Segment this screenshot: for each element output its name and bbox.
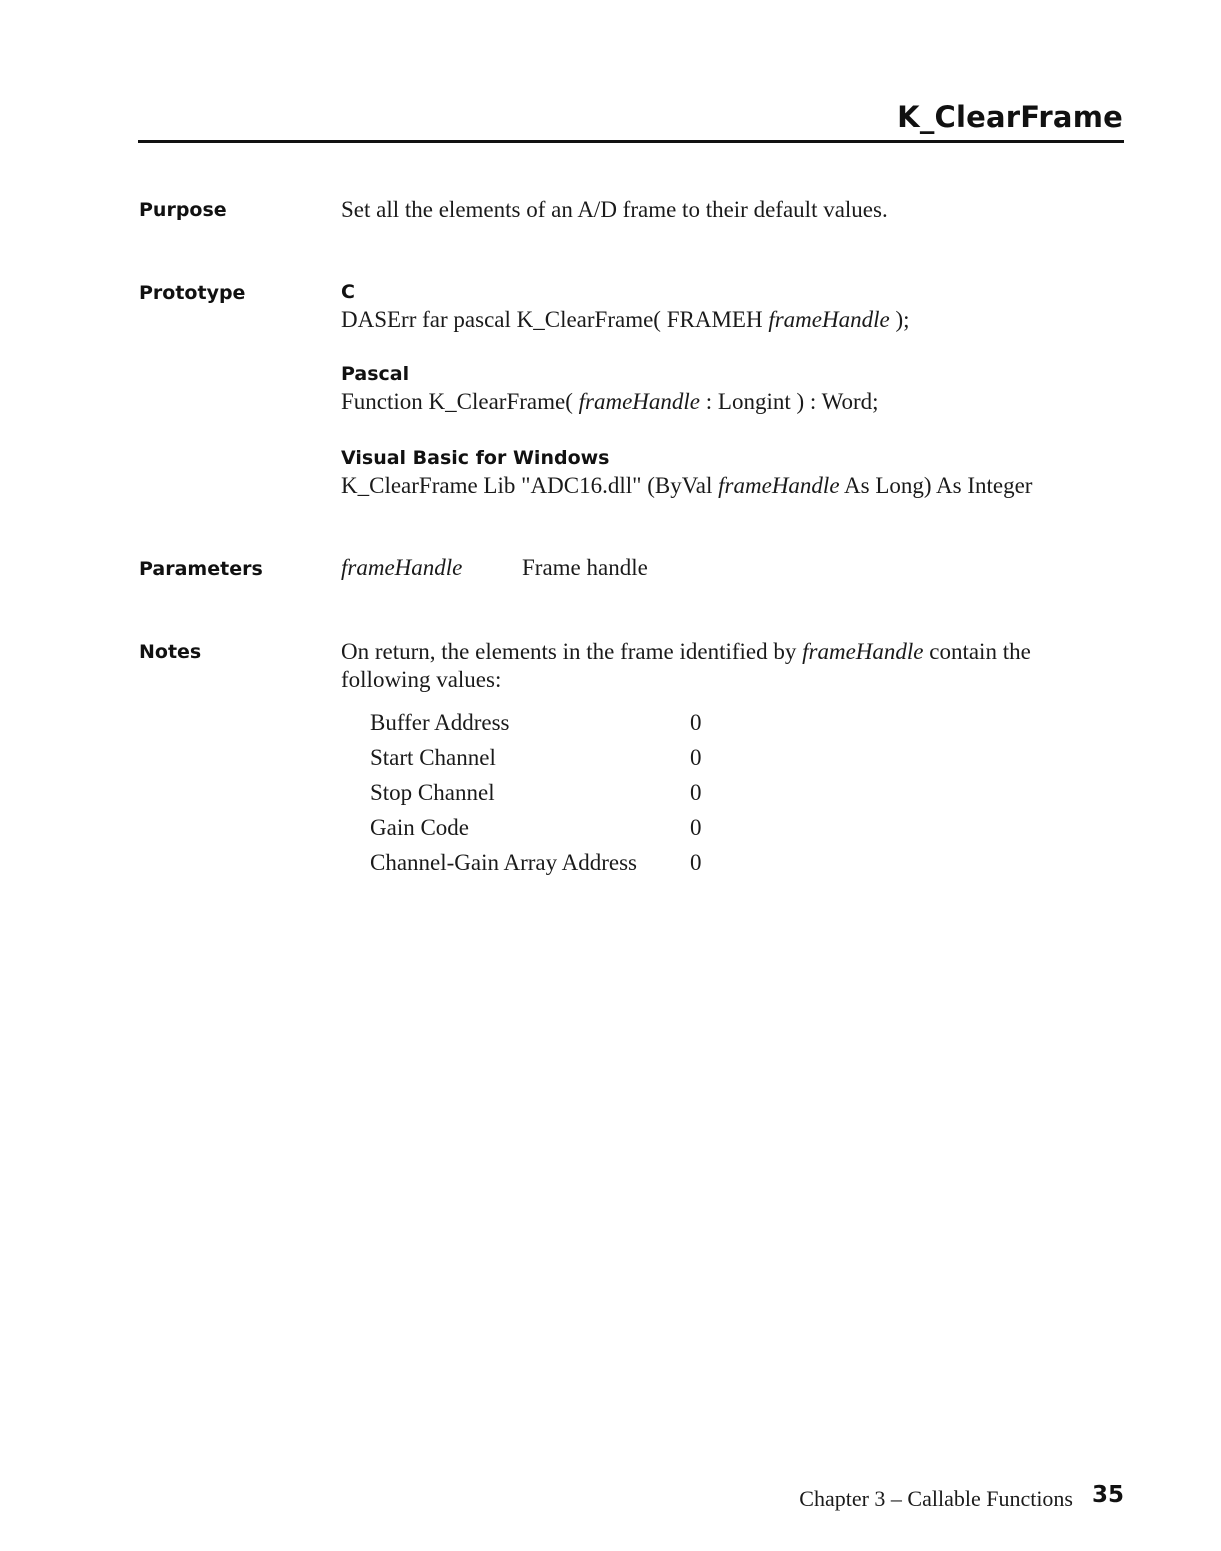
notes-line-1-post: contain the <box>923 639 1031 664</box>
default-value: 0 <box>690 815 702 840</box>
pascal-code-post: : Longint ) : Word; <box>700 389 879 414</box>
vb-code-pre: K_ClearFrame Lib "ADC16.dll" (ByVal <box>341 473 719 498</box>
purpose-label: Purpose <box>139 199 227 221</box>
parameter-name: frameHandle <box>341 555 463 580</box>
c-code-param: frameHandle <box>768 307 890 332</box>
notes-line-1 <box>341 639 1031 665</box>
page-title: K_ClearFrame <box>897 100 1123 134</box>
vb-heading: Visual Basic for Windows <box>341 447 610 469</box>
pascal-code-param: frameHandle <box>578 389 700 414</box>
vb-prototype <box>341 473 1032 499</box>
notes-label: Notes <box>139 641 202 663</box>
page-number: 35 <box>1091 1482 1124 1508</box>
title-rule <box>138 140 1124 143</box>
default-value: 0 <box>690 780 702 805</box>
default-value: 0 <box>690 710 702 735</box>
default-value-name: Buffer Address <box>370 710 510 735</box>
pascal-prototype <box>341 389 879 415</box>
default-value-name: Gain Code <box>370 815 470 840</box>
c-code-pre: DASErr far pascal K_ClearFrame( FRAMEH <box>341 307 769 332</box>
footer-chapter: Chapter 3 – Callable Functions <box>799 1486 1073 1511</box>
parameter-description: Frame handle <box>522 555 648 580</box>
pascal-heading: Pascal <box>341 363 410 385</box>
default-value: 0 <box>690 745 702 770</box>
c-code-post: ); <box>889 307 910 332</box>
pascal-code-pre: Function K_ClearFrame( <box>341 389 579 414</box>
vb-code-post: As Long) As Integer <box>839 473 1033 498</box>
notes-line-1-pre: On return, the elements in the frame identified by <box>341 639 803 664</box>
default-value-name: Start Channel <box>370 745 496 770</box>
vb-code-param: frameHandle <box>718 473 840 498</box>
notes-line-1-param: frameHandle <box>802 639 924 664</box>
notes-line-2: following values: <box>341 667 502 692</box>
c-heading: C <box>341 281 355 303</box>
default-value-name: Stop Channel <box>370 780 495 805</box>
prototype-label: Prototype <box>139 282 246 304</box>
default-value: 0 <box>690 850 702 875</box>
default-value-name: Channel-Gain Array Address <box>370 850 637 875</box>
parameters-label: Parameters <box>139 558 263 580</box>
c-prototype <box>341 307 910 333</box>
purpose-text: Set all the elements of an A/D frame to their default values. <box>341 197 888 222</box>
